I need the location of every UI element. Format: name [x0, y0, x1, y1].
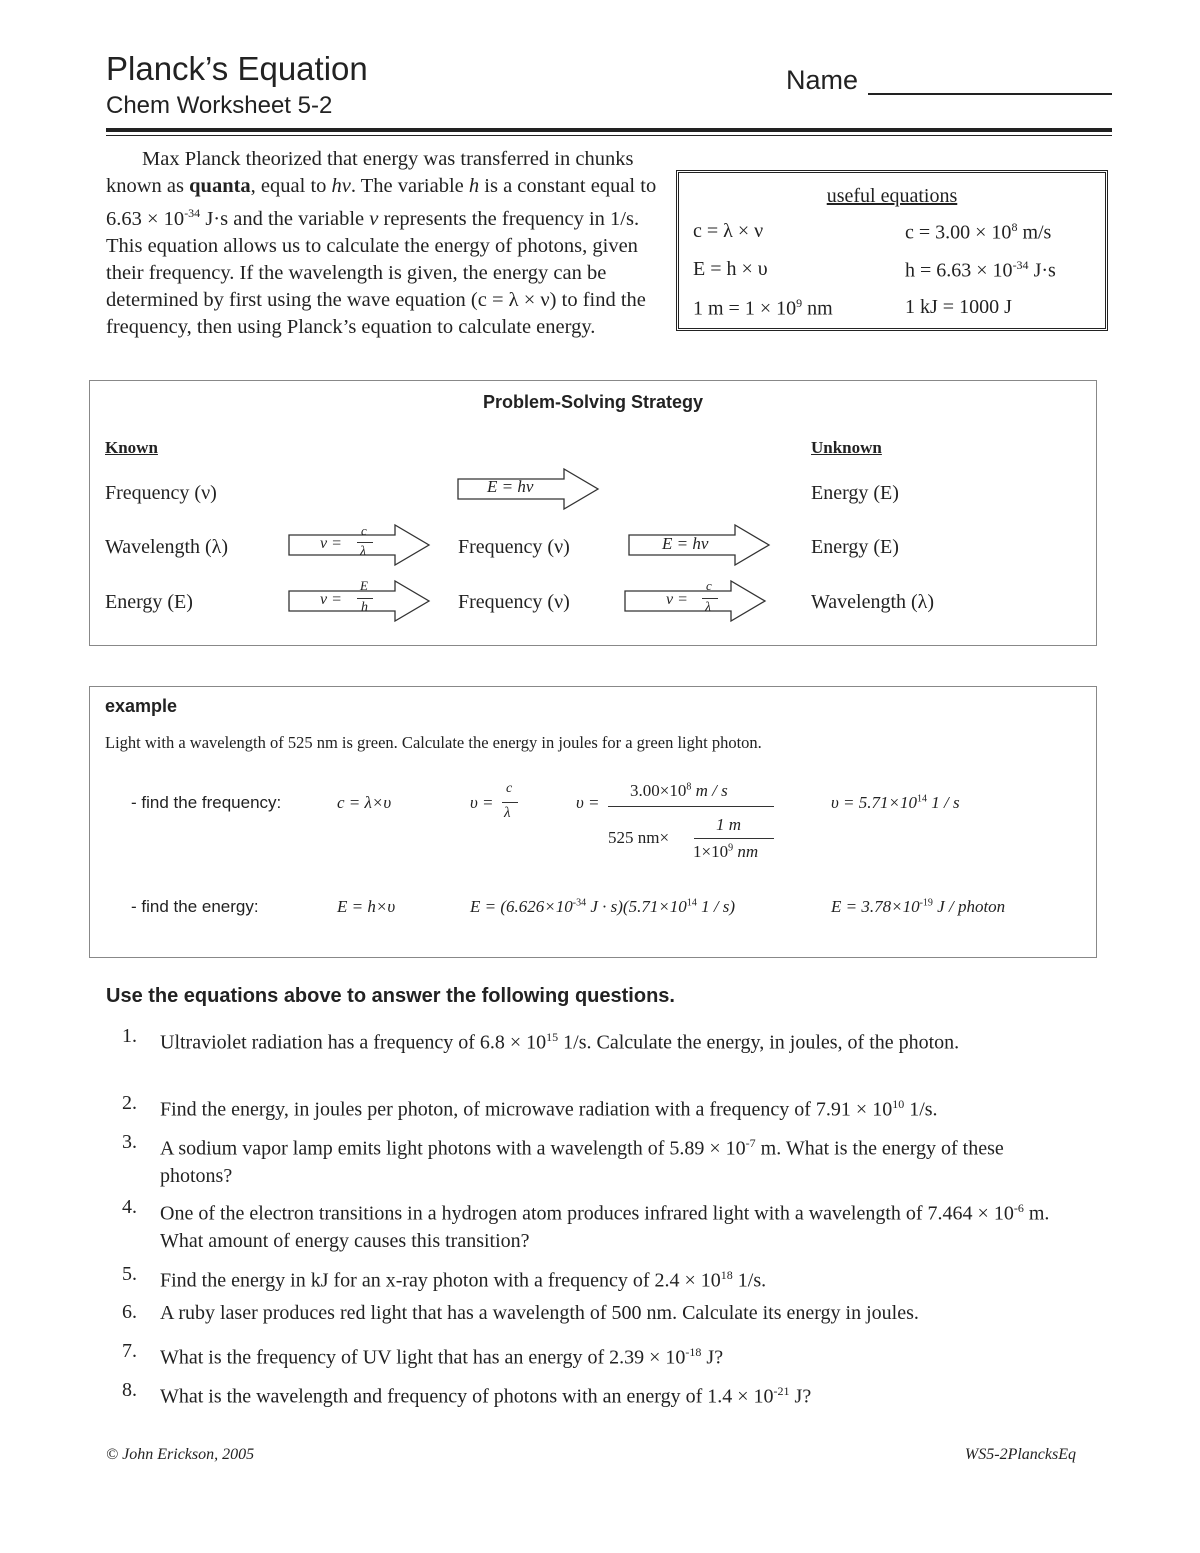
question-number-1: 1.: [122, 1025, 137, 1047]
row2-lambda: λ: [360, 544, 367, 559]
row3r-v-eq: ν =: [666, 591, 688, 608]
question-1: Ultraviolet radiation has a frequency of $6.8 \times 10^{15}$ 1/s. Calculate the energy, in joules, of the photon.: [160, 1030, 960, 1054]
question-3: A sodium vapor lamp emits light photons with a wavelength of $5.89 \times 10^{-7}$ m. What is the energy of these photons?: [160, 1136, 1004, 1187]
energy-answer: $E = 3.78\times 10^{-19}$ J / photon: [831, 897, 1006, 916]
energy-calculation: $E = (6.626\times 10^{-34}$ $J \cdot s)(5.71\times 10^{14}$ 1 / s): [470, 897, 736, 916]
find-frequency-label: - find the frequency:: [131, 793, 282, 812]
intro-v: v: [369, 207, 379, 230]
freq-sub-conversion: $1\times 10^9$ nm: [693, 842, 759, 861]
frequency-answer: $\upsilon = 5.71\times 10^{14}$ 1 / s: [831, 793, 960, 812]
row3-unknown: Wavelength (λ): [811, 591, 935, 613]
freq-sub-one-m: 1 m: [716, 815, 742, 834]
useful-equations-title: useful equations: [826, 185, 958, 207]
arrow-e-hv-row1-label: E = hν: [487, 477, 534, 496]
intro-text-6: represents the frequency in 1/s. This equation allows us to calculate the energy of photons, given their frequency. If the wavelength is given, the energy can be determined by first using the wave equation (c = λ × ν) to find the frequency, then using Planck’s equation to calculate energy.: [106, 207, 646, 338]
name-blank-line[interactable]: [868, 93, 1112, 95]
intro-text-2: , equal to: [250, 175, 332, 197]
example-box: [89, 686, 1097, 958]
example-heading: example: [105, 696, 178, 716]
arrow-e-hv-row2-label: E = hν: [662, 534, 709, 553]
row1-known: Frequency (ν): [105, 482, 217, 504]
question-6: A ruby laser produces red light that has a wavelength of 500 nm. Calculate its energy in joules.: [160, 1302, 919, 1324]
freq-sub-denominator: 525 nm×: [608, 828, 670, 847]
intro-quanta: quanta: [189, 175, 251, 197]
useful-equations-box: [676, 170, 1108, 331]
eq-planck-constant: $h = 6.63 \times 10^{-34}$ J·s: [905, 258, 1056, 282]
freq-sub-lhs: υ =: [576, 793, 600, 812]
freq-eq-lambda: λ: [504, 805, 511, 821]
row3r-lambda: λ: [705, 600, 712, 615]
freq-eq-lhs: υ =: [470, 793, 494, 812]
page-title: Planck’s Equation: [106, 50, 368, 87]
intro-text-1: Max Planck theorized that energy was transferred in chunks known as: [106, 148, 634, 197]
eq-wave: c = λ × ν: [693, 220, 764, 242]
row3-E: E: [360, 578, 368, 593]
find-energy-label: - find the energy:: [131, 897, 259, 916]
freq-sub-numerator: $3.00\times 10^8$ m / s: [630, 781, 728, 800]
planck-equation: E = h×υ: [337, 897, 396, 916]
known-heading: Known: [105, 438, 158, 457]
row3-known: Energy (E): [105, 591, 193, 613]
example-problem: Light with a wavelength of 525 nm is green. Calculate the energy in joules for a green light photon.: [105, 733, 762, 752]
row2-known: Wavelength (λ): [105, 536, 229, 558]
question-7: What is the frequency of UV light that has an energy of $2.39 \times 10^{-18}$ J?: [160, 1345, 724, 1369]
row1-unknown: Energy (E): [811, 482, 899, 504]
questions-instruction: Use the equations above to answer the following questions.: [106, 985, 675, 1007]
name-label: Name: [786, 65, 859, 95]
strategy-title: Problem-Solving Strategy: [482, 392, 704, 412]
header-rule-thick: [106, 128, 1112, 132]
row3-mid: Frequency (ν): [458, 591, 570, 613]
intro-exponent: -34: [184, 206, 201, 220]
question-number-2: 2.: [122, 1092, 137, 1114]
eq-kj-j: 1 kJ = 1000 J: [905, 296, 1012, 318]
footer-document-id: WS5-2PlancksEq: [964, 1446, 1076, 1463]
row2-c: c: [361, 523, 367, 538]
question-number-8: 8.: [122, 1379, 137, 1401]
row3r-c: c: [706, 578, 712, 593]
row2-unknown: Energy (E): [811, 536, 899, 558]
row2-mid: Frequency (ν): [458, 536, 570, 558]
header-rule-thin: [106, 135, 1112, 136]
question-number-7: 7.: [122, 1340, 137, 1362]
question-number-3: 3.: [122, 1131, 137, 1153]
question-4: One of the electron transitions in a hydrogen atom produces infrared light with a wavelength of $7.464 \times 10^{-6}$ m. What amount of energy causes this transition?: [160, 1201, 1050, 1252]
question-5: Find the energy in kJ for an x-ray photon with a frequency of $2.4 \times 10^{18}$ 1/s.: [160, 1268, 767, 1292]
eq-meter-nm: 1 $m = 1 \times 10^9$ nm: [693, 296, 833, 320]
question-number-5: 5.: [122, 1263, 137, 1285]
footer-copyright: © John Erickson, 2005: [106, 1446, 255, 1463]
row3-h: h: [361, 600, 368, 615]
strategy-box: [89, 380, 1097, 646]
intro-text-4: is a constant equal to 6.63 × 10: [106, 175, 657, 230]
question-number-4: 4.: [122, 1196, 137, 1218]
eq-speed-of-light: $c = 3.00 \times 10^8$ m/s: [905, 220, 1052, 244]
question-8: What is the wavelength and frequency of photons with an energy of $1.4 \times 10^{-21}$ J?: [160, 1384, 812, 1408]
row3-v-eq: ν =: [320, 591, 342, 608]
question-2: Find the energy, in joules per photon, of microwave radiation with a frequency of $7.91 \times 10^{10}$ 1/s.: [160, 1097, 938, 1121]
intro-text-3: . The variable: [350, 175, 469, 197]
intro-paragraph: [106, 146, 676, 341]
arrow-v-c-lambda-row3: [623, 577, 769, 627]
freq-eq-c: c: [506, 781, 513, 796]
intro-text-5: J·s and the variable: [200, 207, 370, 230]
page-subtitle: Chem Worksheet 5-2: [106, 92, 333, 119]
eq-planck: E = h × υ: [693, 258, 768, 280]
wave-equation: c = λ×υ: [337, 793, 392, 812]
intro-hv: hv: [331, 175, 351, 197]
unknown-heading: Unknown: [811, 438, 882, 457]
question-number-6: 6.: [122, 1301, 137, 1323]
intro-h: h: [468, 175, 480, 197]
row2-v-eq: ν =: [320, 535, 342, 552]
